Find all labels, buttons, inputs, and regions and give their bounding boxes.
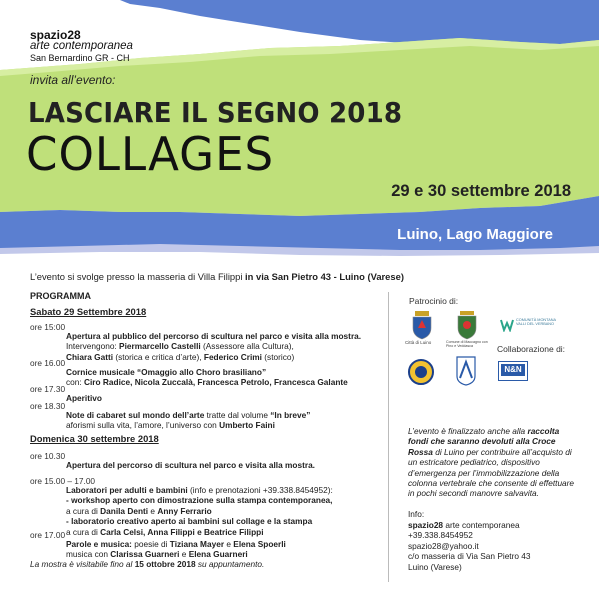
org-name: spazio28 xyxy=(30,28,81,42)
speaker-name: Anny Ferrario xyxy=(157,505,212,516)
org-subtitle: arte contemporanea xyxy=(30,40,133,52)
logo-caption: COMUNITÀ MONTANA VALLI DEL VERBANO xyxy=(516,318,556,327)
invite-text: invita all’evento: xyxy=(30,73,116,87)
programma-heading: PROGRAMMA xyxy=(30,291,91,301)
speaker-name: Danila Denti xyxy=(100,505,149,516)
event-description xyxy=(66,410,310,431)
day2-label: Domenica 30 settembre 2018 xyxy=(30,433,159,444)
event-time: ore 10.30 xyxy=(30,451,66,461)
event-line: (info e prenotazioni +39.338.8454952): xyxy=(187,485,333,495)
note-text: La mostra è visitabile fino al xyxy=(30,559,135,569)
note-date: 15 ottobre 2018 xyxy=(134,559,196,569)
info-phone: +39.338.8454952 xyxy=(408,530,473,540)
nn-partner-logo xyxy=(498,361,528,381)
event-line: Laboratori per adulti e bambini xyxy=(66,485,188,495)
event-time: ore 16.00 xyxy=(30,358,66,368)
event-time: ore 15.00 – 17.00 xyxy=(30,476,96,486)
info-city: Luino (Varese) xyxy=(408,561,462,572)
shield-logo-icon xyxy=(456,356,476,391)
comunita-montana-logo-icon xyxy=(500,318,514,337)
event-line: (Assessore alla Cultura), xyxy=(200,341,294,352)
exhibition-note xyxy=(30,559,264,569)
event-time: ore 15:00 xyxy=(30,322,66,332)
fund-highlight: raccolta fondi che saranno devoluti alla Croce Rossa xyxy=(408,426,560,457)
intro-text: L’evento si svolge presso la masseria di Villa Filippi xyxy=(30,271,246,282)
event-title: LASCIARE IL SEGNO 2018 xyxy=(28,96,403,129)
book-title: “In breve” xyxy=(270,410,311,420)
speaker-name: Carla Celsi, Anna Filippi e Beatrice Filippi xyxy=(100,526,264,537)
collaborazione-label: Collaborazione di: xyxy=(497,344,566,354)
event-time: ore 17.30 xyxy=(30,384,66,394)
info-org: spazio28 xyxy=(408,519,444,530)
intro-address: in via San Pietro 43 - Luino (Varese) xyxy=(245,271,404,282)
event-description xyxy=(66,539,286,560)
event-description xyxy=(66,393,102,403)
fund-text: L’evento è finalizzato anche alla xyxy=(408,426,528,436)
event-line: Intervengono: xyxy=(66,341,120,352)
event-line: Parole e musica: xyxy=(66,539,132,549)
logo-caption: Città di Luino xyxy=(405,340,432,345)
event-line: e xyxy=(224,539,234,549)
lions-club-logo-icon xyxy=(408,359,434,390)
info-label: Info: xyxy=(408,509,425,519)
event-line: Apertura del percorso di scultura nel parco e visita alla mostra. xyxy=(66,460,315,470)
event-dates: 29 e 30 settembre 2018 xyxy=(391,182,571,200)
event-line: (storico) xyxy=(261,351,295,362)
logo-caption: Comune di Maccagno con Pino e Veddasca xyxy=(446,340,488,348)
partner-logo-text: N&N xyxy=(501,364,525,376)
event-line: aforismi sulla vita, l’amore, l’universo con xyxy=(66,420,220,431)
info-address: c/o masseria di Via San Pietro 43 xyxy=(408,551,531,561)
speaker-name: Tiziana Mayer xyxy=(169,539,225,549)
event-line: e xyxy=(148,505,158,516)
speaker-name: Clarissa Guarneri xyxy=(110,549,180,560)
event-description xyxy=(66,460,315,470)
speaker-name: Umberto Faini xyxy=(219,420,275,431)
speaker-name: Elena Guarneri xyxy=(188,549,248,560)
info-email: spazio28@yahoo.it xyxy=(408,540,479,551)
speaker-name: Piermarcello Castelli xyxy=(119,341,201,352)
fund-text: di Luino per contribuire all’acquisto di un estricatore pediatrico, dispositivo d’emergenza per l’immobilizzazione della colonna vertebrale che consente di effettuare in pochi secondi manovre salvavita. xyxy=(408,446,575,499)
event-line: Apertura al pubblico del percorso di scultura nel parco e visita alla mostra. xyxy=(66,331,362,341)
performer-names: Ciro Radice, Nicola Zuccalà, Francesca Petrolo, Francesca Galante xyxy=(84,377,348,388)
event-line: a cura di xyxy=(66,526,101,537)
info-block xyxy=(408,509,531,572)
fundraising-text xyxy=(408,426,580,499)
info-org-rest: arte contemporanea xyxy=(443,519,520,530)
event-line: Aperitivo xyxy=(66,393,102,403)
event-line: (storica e critica d’arte), xyxy=(113,351,204,362)
event-line: poesie di xyxy=(131,539,170,549)
org-location: San Bernardino GR - CH xyxy=(30,53,130,63)
event-line: con: xyxy=(66,377,84,388)
patrocinio-label: Patrocinio di: xyxy=(409,296,459,306)
event-description xyxy=(66,367,348,388)
event-line: tratte dal volume xyxy=(204,410,271,420)
event-time: ore 17.00 xyxy=(30,530,66,540)
workshop-line: - workshop aperto con dimostrazione sulla stampa contemporanea, xyxy=(66,495,333,506)
column-divider xyxy=(388,292,389,582)
event-description xyxy=(66,485,333,537)
event-description xyxy=(66,331,361,362)
workshop-line: - laboratorio creativo aperto ai bambini sul collage e la stampa xyxy=(66,516,313,527)
speaker-name: Federico Crimi xyxy=(203,351,262,362)
banner xyxy=(0,0,599,262)
speaker-name: Chiara Gatti xyxy=(66,351,114,362)
day1-label: Sabato 29 Settembre 2018 xyxy=(30,306,147,317)
event-subtitle: COLLAGES xyxy=(26,127,275,181)
event-line: e xyxy=(179,549,189,560)
note-text: su appuntamento. xyxy=(195,559,265,569)
event-line: musica con xyxy=(66,549,111,560)
intro-line xyxy=(30,271,404,282)
speaker-name: Elena Spoerli xyxy=(233,539,286,549)
event-place: Luino, Lago Maggiore xyxy=(397,226,553,243)
event-time: ore 18.30 xyxy=(30,401,66,411)
event-line: Cornice musicale “Omaggio allo Choro brasiliano” xyxy=(66,367,267,377)
event-line: Note di cabaret sul mondo dell’arte xyxy=(66,410,205,420)
event-line: a cura di xyxy=(66,505,101,516)
